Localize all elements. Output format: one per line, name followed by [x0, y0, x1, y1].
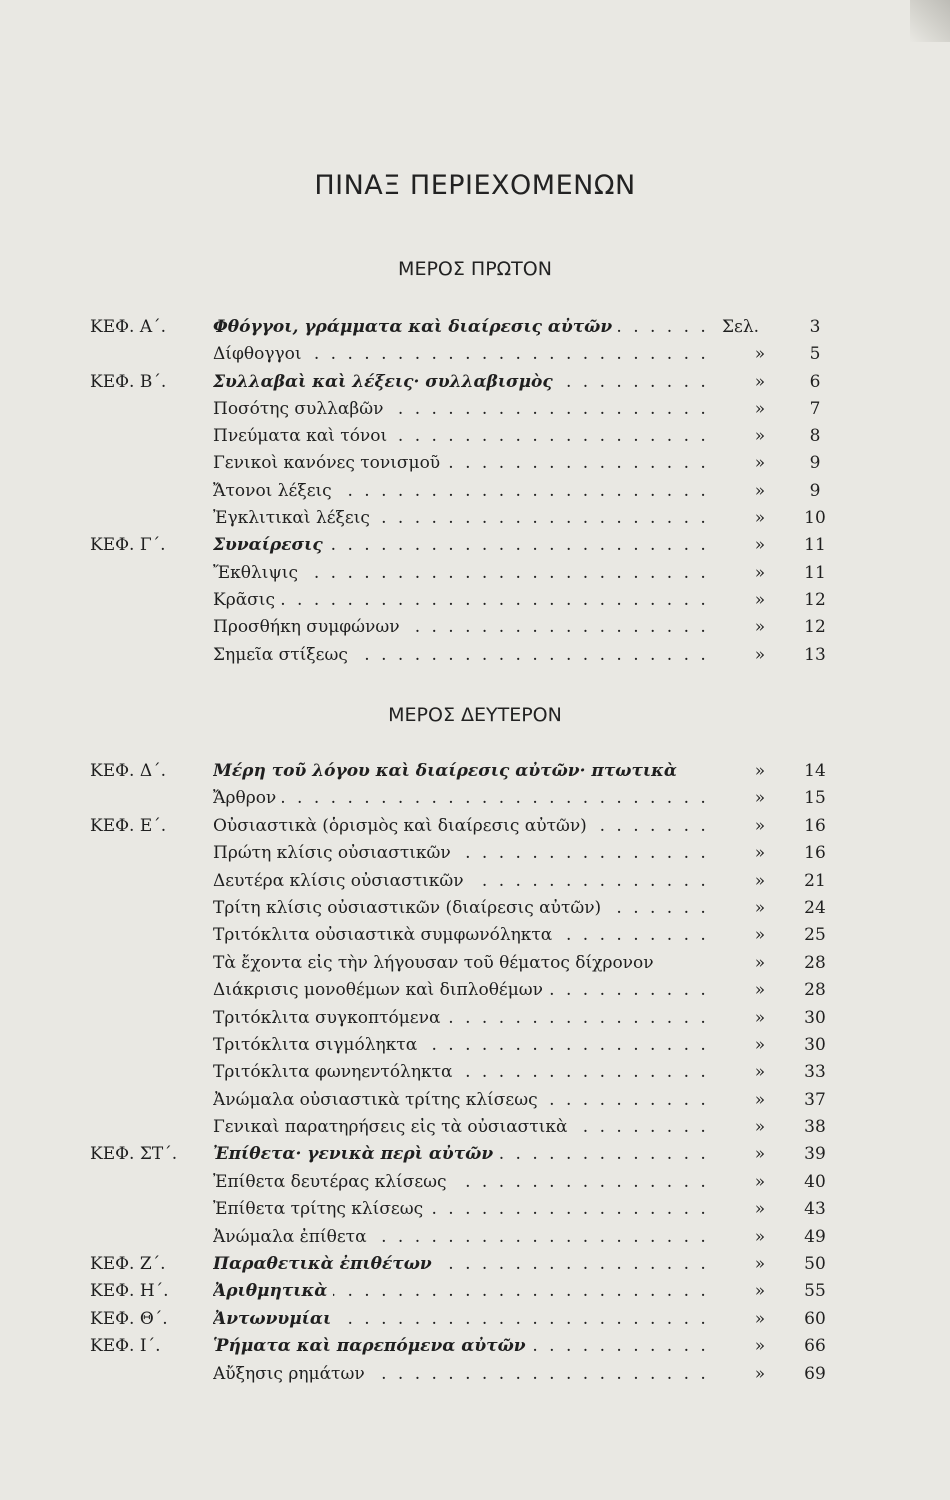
toc-entry — [0, 1278, 950, 1305]
entry-title: Τριτόκλιτα φωνηεντόληκτα — [213, 1062, 459, 1082]
chapter-label: ΚΕΦ. Ι΄. — [90, 1336, 161, 1357]
page-marker: » — [754, 1281, 766, 1302]
page-marker: » — [754, 788, 766, 809]
page-number: 28 — [804, 980, 826, 1001]
entry-title: Ἔκθλιψις — [213, 563, 304, 583]
page-marker: » — [754, 589, 766, 610]
page-number: 12 — [804, 617, 826, 638]
chapter-label: ΚΕΦ. ΣΤ΄. — [90, 1144, 178, 1165]
toc-entry — [0, 369, 950, 396]
toc-entry — [0, 1087, 950, 1114]
entry-title: Πνεύματα καὶ τόνοι — [213, 426, 393, 446]
entry-title-wrap — [213, 314, 713, 341]
entry-title: Ἀνώμαλα ἐπίθετα — [213, 1227, 373, 1247]
entry-title: Συλλαβαὶ καὶ λέξεις· συλλαβισμὸς — [213, 372, 559, 392]
page-number: 8 — [809, 426, 821, 447]
page-marker: » — [754, 480, 766, 501]
entry-title-wrap — [213, 1169, 713, 1196]
page-marker: Σελ. — [722, 317, 760, 337]
page-number: 11 — [804, 562, 826, 583]
page-number: 30 — [804, 1034, 826, 1055]
toc-entry — [0, 1005, 950, 1032]
page-title: ΠΙΝΑΞ ΠΕΡΙΕΧΟΜΕΝΩΝ — [314, 170, 636, 201]
toc-entry — [0, 785, 950, 812]
entry-title-wrap — [213, 950, 713, 977]
entry-title-wrap — [213, 1059, 713, 1086]
toc-entry — [0, 977, 950, 1004]
page-marker: » — [754, 1034, 766, 1055]
toc-entry — [0, 758, 950, 785]
page-marker: » — [754, 1007, 766, 1028]
toc-entry — [0, 1224, 950, 1251]
toc-entry — [0, 895, 950, 922]
entry-title: Προσθήκη συμφώνων — [213, 617, 406, 637]
toc-entry — [0, 505, 950, 532]
chapter-label: ΚΕΦ. Ε΄. — [90, 815, 167, 836]
entry-title-wrap — [213, 450, 713, 477]
entry-title-wrap — [213, 785, 713, 812]
toc-entry — [0, 1141, 950, 1168]
entry-title: Ἐπίθετα δευτέρας κλίσεως — [213, 1172, 453, 1192]
page-marker: » — [754, 371, 766, 392]
entry-title: Συναίρεσις — [213, 535, 329, 555]
entry-title-wrap — [213, 1224, 713, 1251]
page-marker: » — [754, 426, 766, 447]
toc-entry — [0, 1032, 950, 1059]
entry-title: Ἄτονοι λέξεις — [213, 481, 338, 501]
entry-title-wrap — [213, 1196, 713, 1223]
page-number: 60 — [804, 1308, 826, 1329]
entry-title-wrap — [213, 369, 713, 396]
part-one-entries — [0, 314, 950, 669]
page-marker: » — [754, 1171, 766, 1192]
page-marker: » — [754, 508, 766, 529]
toc-entry — [0, 396, 950, 423]
entry-title-wrap — [213, 922, 713, 949]
entry-title-wrap — [213, 587, 713, 614]
entry-title-wrap — [213, 977, 713, 1004]
entry-title-wrap — [213, 1361, 713, 1388]
entry-title: Ἄρθρον — [213, 788, 282, 808]
entry-title-wrap — [213, 1278, 713, 1305]
toc-entry — [0, 532, 950, 559]
page-marker: » — [754, 1089, 766, 1110]
entry-title-wrap — [213, 560, 713, 587]
page-marker: » — [754, 815, 766, 836]
page-number: 16 — [804, 815, 826, 836]
page-number: 24 — [804, 897, 826, 918]
entry-title: Φθόγγοι, γράμματα καὶ διαίρεσις αὐτῶν — [213, 317, 618, 337]
page-number: 30 — [804, 1007, 826, 1028]
toc-entry — [0, 813, 950, 840]
page-number: 21 — [804, 870, 826, 891]
page-number: 37 — [804, 1089, 826, 1110]
page-marker: » — [754, 344, 766, 365]
entry-title: Τὰ ἔχοντα εἰς τὴν λήγουσαν τοῦ θέματος δίχρονον — [213, 953, 660, 973]
page-marker: » — [754, 870, 766, 891]
page-marker: » — [754, 453, 766, 474]
entry-title: Ῥήματα καὶ παρεπόμενα αὐτῶν — [213, 1336, 532, 1356]
page-marker: » — [754, 761, 766, 781]
toc-entry — [0, 950, 950, 977]
page-number: 49 — [804, 1226, 826, 1247]
page-number: 43 — [804, 1199, 826, 1220]
toc-entry — [0, 314, 950, 341]
page-number: 25 — [804, 925, 826, 946]
page-marker: » — [754, 644, 766, 665]
entry-title-wrap — [213, 505, 713, 532]
page-marker: » — [754, 843, 766, 864]
toc-entry — [0, 1169, 950, 1196]
entry-title: Ἐπίθετα· γενικὰ περὶ αὐτῶν — [213, 1144, 499, 1164]
entry-title: Δίφθογγοι — [213, 344, 308, 364]
entry-title-wrap — [213, 396, 713, 423]
page-number: 9 — [809, 453, 821, 474]
entry-title-wrap — [213, 341, 713, 368]
page-marker: » — [754, 897, 766, 918]
page-marker: » — [754, 925, 766, 946]
page-number: 12 — [804, 589, 826, 610]
entry-title: Ἀντωνυμίαι — [213, 1309, 337, 1329]
page-number: 40 — [804, 1171, 826, 1192]
chapter-label: ΚΕΦ. Η΄. — [90, 1281, 169, 1302]
entry-title-wrap — [213, 840, 713, 867]
page-marker: » — [754, 617, 766, 638]
chapter-label: ΚΕΦ. Β΄. — [90, 371, 167, 392]
page-marker: » — [754, 1363, 766, 1384]
entry-title: Τριτόκλιτα σιγμόληκτα — [213, 1035, 423, 1055]
entry-title: Σημεῖα στίξεως — [213, 645, 354, 665]
toc-entry — [0, 922, 950, 949]
entry-title-wrap — [213, 1087, 713, 1114]
entry-title-wrap — [213, 813, 713, 840]
entry-title: Ἀνώμαλα οὐσιαστικὰ τρίτης κλίσεως — [213, 1090, 544, 1110]
entry-title-wrap — [213, 1114, 713, 1141]
page-marker: » — [754, 1144, 766, 1165]
toc-entry — [0, 868, 950, 895]
entry-title-wrap — [213, 1333, 713, 1360]
entry-title: Τρίτη κλίσις οὐσιαστικῶν (διαίρεσις αὐτῶν) — [213, 898, 607, 918]
entry-title: Τριτόκλιτα συγκοπτόμενα — [213, 1008, 446, 1028]
page-number: 10 — [804, 508, 826, 529]
entry-title: Διάκρισις μονοθέμων καὶ διπλοθέμων — [213, 980, 549, 1000]
entry-title: Κρᾶσις — [213, 590, 281, 610]
toc-entry — [0, 1059, 950, 1086]
toc-entry — [0, 450, 950, 477]
page-number: 6 — [809, 371, 821, 392]
page-corner-shadow — [910, 0, 950, 42]
chapter-label: ΚΕΦ. Α΄. — [90, 317, 167, 337]
entry-title: Οὐσιαστικὰ (ὁρισμὸς καὶ διαίρεσις αὐτῶν) — [213, 816, 593, 836]
page-number: 3 — [809, 317, 821, 337]
entry-title-wrap — [213, 1141, 713, 1168]
toc-entry — [0, 1251, 950, 1278]
entry-title: Μέρη τοῦ λόγου καὶ διαίρεσις αὐτῶν· πτωτικὰ — [213, 761, 683, 781]
entry-title-wrap — [213, 895, 713, 922]
page-number: 33 — [804, 1062, 826, 1083]
entry-title-wrap — [213, 1251, 713, 1278]
page-number: 66 — [804, 1336, 826, 1357]
chapter-label: ΚΕΦ. Γ΄. — [90, 535, 166, 556]
page-marker: » — [754, 1308, 766, 1329]
entry-title-wrap — [213, 532, 713, 559]
toc-entry — [0, 478, 950, 505]
toc-entry — [0, 1306, 950, 1333]
part-one-heading: ΜΕΡΟΣ ΠΡΩΤΟΝ — [398, 258, 552, 280]
entry-title-wrap — [213, 478, 713, 505]
entry-title: Αὔξησις ρημάτων — [213, 1364, 371, 1384]
entry-title-wrap — [213, 1306, 713, 1333]
entry-title: Ἐπίθετα τρίτης κλίσεως — [213, 1199, 429, 1219]
entry-title-wrap — [213, 1005, 713, 1032]
chapter-label: ΚΕΦ. Δ΄. — [90, 761, 167, 781]
page-number: 39 — [804, 1144, 826, 1165]
toc-entry — [0, 642, 950, 669]
entry-title: Ποσότης συλλαβῶν — [213, 399, 389, 419]
entry-title: Ἀριθμητικὰ — [213, 1281, 333, 1301]
page-marker: » — [754, 952, 766, 973]
chapter-label: ΚΕΦ. Θ΄. — [90, 1308, 168, 1329]
toc-entry — [0, 1333, 950, 1360]
page-number: 7 — [809, 398, 821, 419]
page-number: 9 — [809, 480, 821, 501]
page-number: 16 — [804, 843, 826, 864]
entry-title-wrap — [213, 868, 713, 895]
toc-entry — [0, 614, 950, 641]
toc-entry — [0, 341, 950, 368]
page-number: 50 — [804, 1254, 826, 1275]
entry-title-wrap — [213, 642, 713, 669]
toc-entry — [0, 1196, 950, 1223]
page-marker: » — [754, 562, 766, 583]
entry-title: Παραθετικὰ ἐπιθέτων — [213, 1254, 438, 1274]
page-marker: » — [754, 1117, 766, 1138]
entry-title: Δευτέρα κλίσις οὐσιαστικῶν — [213, 871, 470, 891]
page-marker: » — [754, 1199, 766, 1220]
page-number: 11 — [804, 535, 826, 556]
entry-title-wrap — [213, 614, 713, 641]
part-two-heading: ΜΕΡΟΣ ΔΕΥΤΕΡΟΝ — [388, 704, 562, 726]
page-marker: » — [754, 398, 766, 419]
page-number: 38 — [804, 1117, 826, 1138]
page-marker: » — [754, 1254, 766, 1275]
page-number: 14 — [804, 761, 826, 781]
entry-title: Ἐγκλιτικαὶ λέξεις — [213, 508, 376, 528]
toc-entry — [0, 840, 950, 867]
entry-title: Γενικαὶ παρατηρήσεις εἰς τὰ οὐσιαστικὰ — [213, 1117, 573, 1137]
toc-entry — [0, 1361, 950, 1388]
page-number: 13 — [804, 644, 826, 665]
entry-title-wrap — [213, 758, 713, 785]
page-marker: » — [754, 1062, 766, 1083]
page-number: 55 — [804, 1281, 826, 1302]
page-number: 15 — [804, 788, 826, 809]
page-number: 69 — [804, 1363, 826, 1384]
page-marker: » — [754, 980, 766, 1001]
entry-title: Γενικοὶ κανόνες τονισμοῦ — [213, 453, 446, 473]
page-marker: » — [754, 1336, 766, 1357]
toc-entry — [0, 1114, 950, 1141]
entry-title-wrap — [213, 423, 713, 450]
entry-title: Πρώτη κλίσις οὐσιαστικῶν — [213, 843, 457, 863]
entry-title: Τριτόκλιτα οὐσιαστικὰ συμφωνόληκτα — [213, 925, 558, 945]
toc-entry — [0, 423, 950, 450]
page-number: 28 — [804, 952, 826, 973]
chapter-label: ΚΕΦ. Ζ΄. — [90, 1254, 166, 1275]
part-two-entries — [0, 758, 950, 1388]
page-marker: » — [754, 1226, 766, 1247]
entry-title-wrap — [213, 1032, 713, 1059]
toc-entry — [0, 587, 950, 614]
toc-entry — [0, 560, 950, 587]
page-marker: » — [754, 535, 766, 556]
page-number: 5 — [809, 344, 821, 365]
